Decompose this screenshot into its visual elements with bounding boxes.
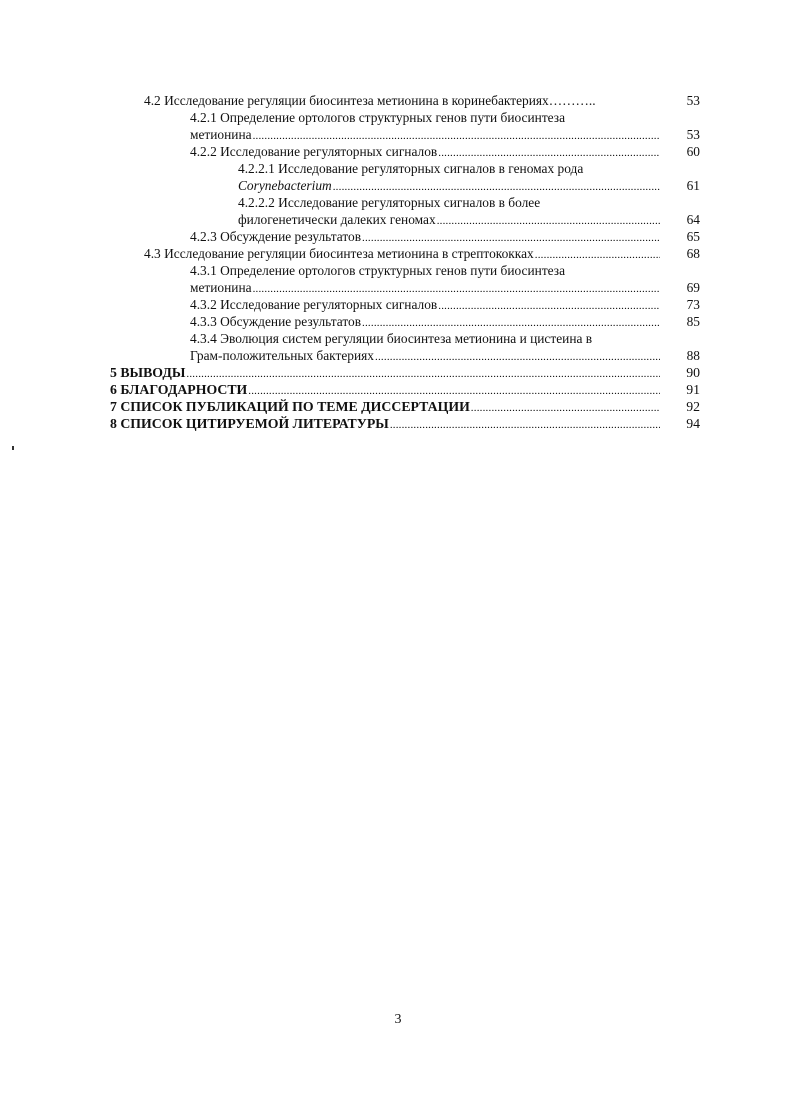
toc-entry-4-2-2-1 — [110, 160, 700, 194]
toc-entry-4-2-2 — [110, 143, 700, 160]
toc-entry-page: 92 — [686, 399, 700, 414]
toc-entry-page: 60 — [686, 144, 700, 159]
toc-entry-4-3-2 — [110, 296, 700, 313]
toc-entry-4-3 — [110, 245, 700, 262]
toc-entry-8 — [110, 415, 700, 432]
table-of-contents — [110, 92, 700, 432]
dot-leader — [390, 415, 660, 432]
toc-entry-page: 53 — [686, 127, 700, 142]
toc-entry-page: 73 — [686, 297, 700, 312]
dot-leader — [438, 143, 660, 160]
toc-entry-title: 4.3.4 Эволюция систем регуляции биосинтеза метионина и цистеина в — [190, 331, 593, 346]
dot-leader — [253, 279, 660, 296]
toc-entry-title: 4.2.2.1 Исследование регуляторных сигналов в геномах рода — [238, 161, 584, 176]
toc-entry-title: 7 СПИСОК ПУБЛИКАЦИЙ ПО ТЕМЕ ДИССЕРТАЦИИ — [110, 399, 470, 414]
toc-entry-7 — [110, 398, 700, 415]
toc-entry-4-2-2-2 — [110, 194, 700, 228]
toc-entry-page: 53 — [686, 93, 700, 108]
dot-leader — [438, 296, 660, 313]
toc-entry-title: 4.3.1 Определение ортологов структурных генов пути биосинтеза — [190, 263, 566, 278]
page-number: 3 — [394, 1012, 402, 1027]
toc-entry-page: 88 — [686, 348, 700, 363]
dot-leader — [437, 211, 660, 228]
toc-entry-page: 85 — [686, 314, 700, 329]
toc-entry-title: 4.3.3 Обсуждение результатов — [190, 314, 362, 329]
toc-entry-page: 69 — [686, 280, 700, 295]
dot-leader — [471, 398, 660, 415]
dot-leader — [253, 126, 660, 143]
toc-entry-6 — [110, 381, 700, 398]
toc-entry-title: 4.2 Исследование регуляции биосинтеза метионина в коринебактериях……….. — [144, 93, 596, 108]
toc-entry-title-cont: филогенетически далеких геномах — [238, 212, 436, 227]
toc-entry-4-3-4 — [110, 330, 700, 364]
dot-leader — [333, 177, 660, 194]
toc-entry-title: 4.2.2 Исследование регуляторных сигналов — [190, 144, 438, 159]
toc-entry-4-2 — [110, 92, 700, 109]
toc-entry-page: 61 — [686, 178, 700, 193]
toc-entry-title-cont: Corynebacterium — [238, 178, 332, 193]
toc-entry-title: 5 ВЫВОДЫ — [110, 365, 186, 380]
toc-entry-title-cont: метионина — [190, 280, 252, 295]
toc-entry-title: 4.3 Исследование регуляции биосинтеза метионина в стрептококках — [144, 246, 534, 261]
toc-entry-page: 65 — [686, 229, 700, 244]
toc-entry-title-cont: метионина — [190, 127, 252, 142]
dot-leader — [248, 381, 660, 398]
toc-entry-page: 90 — [686, 365, 700, 380]
toc-entry-page: 68 — [686, 246, 700, 261]
toc-entry-page: 91 — [686, 382, 700, 397]
dot-leader — [375, 347, 660, 364]
toc-entry-4-2-3 — [110, 228, 700, 245]
toc-entry-title: 4.2.2.2 Исследование регуляторных сигналов в более — [238, 195, 541, 210]
toc-entry-page: 94 — [686, 416, 700, 431]
toc-entry-page: 64 — [686, 212, 700, 227]
toc-entry-title: 4.2.3 Обсуждение результатов — [190, 229, 362, 244]
toc-entry-title: 8 СПИСОК ЦИТИРУЕМОЙ ЛИТЕРАТУРЫ — [110, 416, 389, 431]
dot-leader — [362, 228, 660, 245]
dot-leader — [362, 313, 660, 330]
toc-entry-title: 4.2.1 Определение ортологов структурных генов пути биосинтеза — [190, 110, 566, 125]
toc-entry-5 — [110, 364, 700, 381]
toc-entry-title: 4.3.2 Исследование регуляторных сигналов — [190, 297, 438, 312]
toc-entry-4-3-1 — [110, 262, 700, 296]
toc-entry-4-2-1 — [110, 109, 700, 143]
toc-entry-title-cont: Грам-положительных бактериях — [190, 348, 375, 363]
toc-entry-title: 6 БЛАГОДАРНОСТИ — [110, 382, 248, 397]
dot-leader — [186, 364, 660, 381]
scan-speck — [12, 446, 14, 450]
dot-leader — [535, 245, 660, 262]
toc-entry-4-3-3 — [110, 313, 700, 330]
